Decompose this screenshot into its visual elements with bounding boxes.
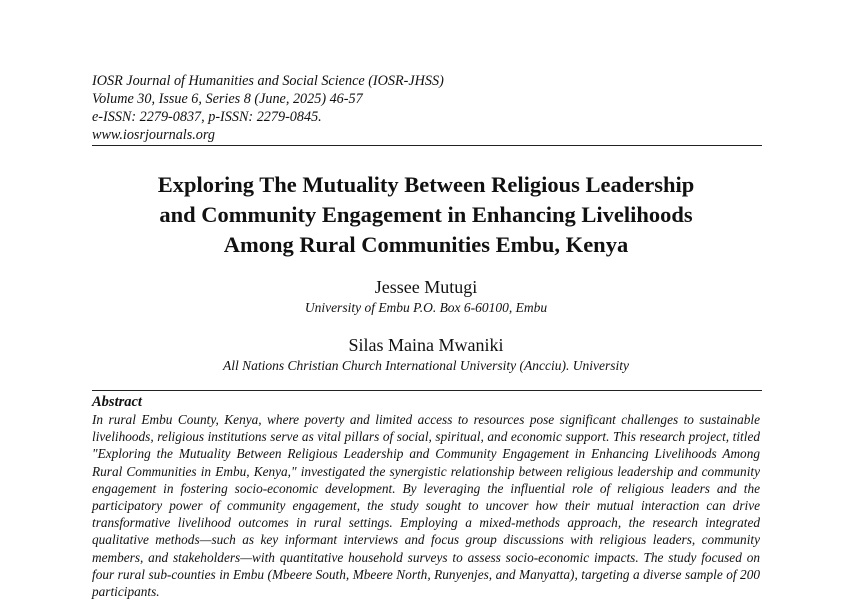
paper-page	[92, 0, 760, 600]
abstract-rule	[92, 390, 762, 391]
journal-volume: Volume 30, Issue 6, Series 8 (June, 2025) 46-57	[92, 91, 363, 107]
abstract-heading: Abstract	[92, 394, 142, 410]
abstract-text: In rural Embu County, Kenya, where poverty and limited access to resources pose significant challenges to sustainable livelihoods, religious institutions serve as vital pillars of social, spiritual, and economic support. This research project, titled "Exploring the Mutuality Between Religious Leadership and Community Engagement in Enhancing Livelihoods Among Rural Communities in Embu, Kenya," investigated the synergistic relationship between religious leadership and community engagement in fostering socio-economic development. By leveraging the influential role of religious leaders and the participatory power of community engagement, the study sought to uncover how their mutual interaction can drive transformative livelihood outcomes in rural settings. Employing a mixed-methods approach, the research integrated qualitative methods—such as key informant interviews and focus group discussions with religious leaders, community members, and stakeholders—with quantitative household surveys to assess socio-economic impacts. The study focused on four rural sub-counties in Embu (Mbeere South, Mbeere North, Runyenjes, and Manyatta), targeting a diverse sample of 200 participants.	[92, 412, 760, 600]
header-rule	[92, 145, 762, 146]
title-line-1: Exploring The Mutuality Between Religious Leadership	[157, 172, 695, 197]
title-line-2: and Community Engagement in Enhancing Livelihoods	[159, 202, 693, 227]
author-name-1: Jessee Mutugi	[374, 277, 478, 297]
journal-name: IOSR Journal of Humanities and Social Science (IOSR-JHSS)	[92, 73, 444, 89]
journal-header	[92, 72, 760, 144]
title-line-3: Among Rural Communities Embu, Kenya	[223, 232, 629, 257]
paper-title	[92, 170, 760, 260]
author-name-2: Silas Maina Mwaniki	[348, 335, 504, 355]
author-affiliation-2: All Nations Christian Church International University (Ancciu). University	[223, 358, 629, 373]
journal-issn: e-ISSN: 2279-0837, p-ISSN: 2279-0845.	[92, 109, 322, 125]
journal-website: www.iosrjournals.org	[92, 127, 215, 143]
author-affiliation-1: University of Embu P.O. Box 6-60100, Embu	[304, 300, 548, 315]
